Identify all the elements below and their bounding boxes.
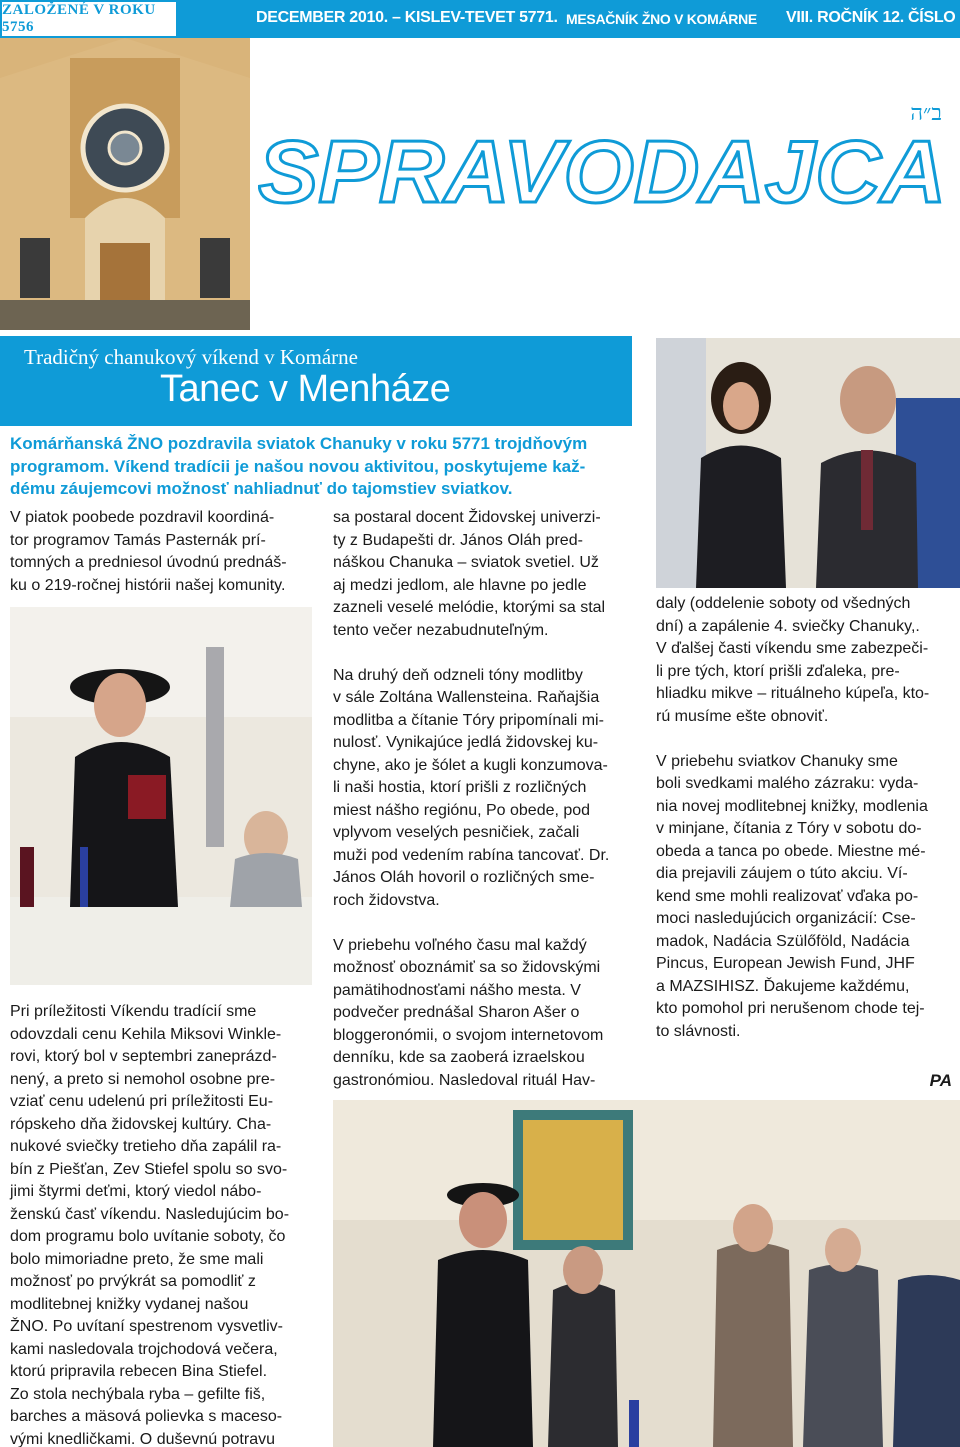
article-lead xyxy=(10,433,650,501)
besiyata-dishmaya: ב״ה xyxy=(910,101,942,126)
lead-line: Komárňanská ŽNO pozdravila sviatok Chanuky v roku 5771 trojdňovým xyxy=(10,434,588,453)
article-title: Tanec v Menháze xyxy=(160,368,451,410)
author-signature: PA xyxy=(929,1071,952,1090)
text-line: bolo mimoriadne preto, že sme mali xyxy=(10,1250,264,1268)
issue-date: DECEMBER 2010. – KISLEV-TEVET 5771. xyxy=(256,9,558,26)
text-line: tomných a predniesol úvodnú prednáš- xyxy=(10,554,287,571)
text-line: Zo stola nechýbala ryba – gefilte fiš, xyxy=(10,1385,266,1403)
text-line: podvečer prednášal Sharon Ašer o xyxy=(333,1004,580,1021)
text-line: Na druhý deň odzneli tóny modlitby xyxy=(333,666,583,684)
speakers-photo xyxy=(656,338,960,588)
text-line: dom programu bolo uvítanie soboty, čo xyxy=(10,1228,286,1245)
text-line: vziať cenu udelenú pri príležitosti Eu- xyxy=(10,1093,274,1110)
text-line: pamätihodnosťami nášho mesta. V xyxy=(333,981,581,999)
text-line: gastronómiou. Nasledoval rituál Hav- xyxy=(333,1071,596,1089)
text-line: bín z Piešťan, Zev Stiefel spolu so svo- xyxy=(10,1160,288,1178)
text-line: nukové sviečky tretieho dňa zapálil ra- xyxy=(10,1138,282,1155)
text-line: možnosť po prvýkrát sa pomodliť z xyxy=(10,1273,256,1290)
column-3 xyxy=(656,593,958,1043)
text-line: V ďalšej časti víkendu sme zabezpeči- xyxy=(656,640,929,657)
text-line: miest nášho regiónu, Po obede, pod xyxy=(333,801,591,819)
issue-number: VIII. ROČNÍK 12. ČÍSLO xyxy=(786,9,956,26)
lead-line: programom. Víkend tradícii je našou novou aktivitou, poskytujeme kaž- xyxy=(10,456,586,476)
text-line: kto pomohol pri nerušenom chode tej- xyxy=(656,1000,925,1017)
text-line: nia novej modlitebnej knižky, modlenia xyxy=(656,797,928,815)
rabbi-candle-photo xyxy=(10,607,312,985)
text-line: náškou Chanuka – sviatok svetiel. Už xyxy=(333,554,599,571)
text-line: V priebehu voľného času mal každý xyxy=(333,936,587,954)
text-line: rópskeho dňa židovskej kultúry. Cha- xyxy=(10,1115,272,1133)
synagogue-photo xyxy=(0,38,250,330)
text-line: muži pod vedením rabína tancovať. Dr. xyxy=(333,846,610,864)
text-line: vými knedličkami. O duševnú potravu xyxy=(10,1430,275,1447)
text-line: ktorú pripravila rebecen Bina Stiefel. xyxy=(10,1363,268,1380)
text-line: ŽNO. Po uvítaní spestrenom vysvetliv- xyxy=(10,1318,283,1335)
column-1-top xyxy=(10,507,315,597)
text-line: to slávnosti. xyxy=(656,1022,741,1040)
text-line: ženskú časť víkendu. Nasledujúcim bo- xyxy=(10,1205,290,1223)
text-line: V piatok poobede pozdravil koordiná- xyxy=(10,509,275,526)
text-line: hliadku mikve – rituálneho kúpeľa, kto- xyxy=(656,685,930,702)
text-line: boli svedkami malého zázraku: vyda- xyxy=(656,775,919,792)
masthead-title: SPRAVODAJCA xyxy=(258,126,946,212)
text-line: jimi štyrmi deťmi, ktorý viedol nábo- xyxy=(10,1183,262,1200)
text-line: bloggeronómii, o svojom internetovom xyxy=(333,1026,604,1044)
text-line: madok, Nadácia Szülőföld, Nadácia xyxy=(656,932,910,950)
text-line: zazneli veselé melódie, ktorými sa stal xyxy=(333,599,606,616)
text-line: v sále Zoltána Wallensteina. Raňajšia xyxy=(333,689,600,706)
text-line: Pri príležitosti Víkendu tradícií sme xyxy=(10,1003,257,1020)
article-kicker: Tradičný chanukový víkend v Komárne xyxy=(24,345,358,369)
text-line: a MAZSIHISZ. Ďakujeme každému, xyxy=(656,977,910,995)
text-line: obeda a tanca po obede. Miestne mé- xyxy=(656,842,926,860)
text-line: János Oláh hovoril o rozličných sme- xyxy=(333,869,595,886)
text-line xyxy=(333,642,638,665)
text-line: li naši hostia, ktorí prišli z rozličných xyxy=(333,779,587,796)
text-line: tor programov Tamás Pasternák prí- xyxy=(10,531,266,549)
group-photo xyxy=(333,1100,960,1447)
text-line: odovzdali cenu Kehila Miksovi Winkle- xyxy=(10,1025,282,1043)
text-line: li pre tých, ktorí prišli zďaleka, pre- xyxy=(656,662,900,680)
text-line xyxy=(333,912,638,935)
text-line: vplyvom veselých pesničiek, začali xyxy=(333,824,580,841)
text-line: barches a mäsová polievka s maceso- xyxy=(10,1408,283,1425)
text-line: moci nasledujúcich organizácií: Cse- xyxy=(656,910,916,927)
text-line: chyne, ako je šólet a kugli konzumova- xyxy=(333,756,608,774)
text-line: v minjane, čítania z Tóry v sobotu do- xyxy=(656,820,922,837)
text-line: roch židovstva. xyxy=(333,891,440,909)
text-line xyxy=(656,728,958,751)
text-line: rovi, ktorý bol v septembri zaneprázd- xyxy=(10,1048,277,1065)
text-line: nený, a preto si nemohol osobne pre- xyxy=(10,1070,276,1088)
publication-type: MESAČNÍK ŽNO V KOMÁRNE xyxy=(566,11,757,27)
text-line: V priebehu sviatkov Chanuky sme xyxy=(656,752,898,770)
text-line: Pincus, European Jewish Fund, JHF xyxy=(656,955,915,972)
text-line: ku o 219-ročnej histórii našej komunity. xyxy=(10,576,286,594)
text-line: dní) a zapálenie 4. sviečky Chanuky,. xyxy=(656,617,920,635)
masthead-logo xyxy=(258,126,948,212)
text-line: denníku, kde sa zaoberá izraelskou xyxy=(333,1049,585,1066)
text-line: aj medzi jedlom, ale hlavne po jedle xyxy=(333,576,587,594)
text-line: sa postaral docent Židovskej univerzi- xyxy=(333,509,601,526)
text-line: kend sme mohli realizovať vďaka po- xyxy=(656,887,919,905)
text-line: kami nasledovala trojchodová večera, xyxy=(10,1340,278,1358)
established-label: ZALOŽENÉ V ROKU 5756 xyxy=(0,0,178,38)
lead-line: dému záujemcovi možnosť nahliadnuť do tajomstiev sviatkov. xyxy=(10,479,513,498)
text-line: modlitba a čítanie Tóry pripomínali mi- xyxy=(333,711,604,729)
text-line: dia prejavili záujem o túto akciu. Ví- xyxy=(656,865,908,882)
text-line: nulosť. Vynikajúce jedlá židovskej ku- xyxy=(333,734,599,751)
column-2 xyxy=(333,507,638,1092)
text-line: tento večer nezabudnuteľným. xyxy=(333,621,549,639)
text-line: modlitebnej knižky vydanej našou xyxy=(10,1295,249,1313)
text-line: možnosť oboznámiť sa so židovskými xyxy=(333,959,601,976)
text-line: daly (oddelenie soboty od všedných xyxy=(656,595,911,612)
column-1-bottom xyxy=(10,1001,315,1447)
text-line: rú musíme ešte obnoviť. xyxy=(656,707,829,725)
text-line: ty z Budapešti dr. János Oláh pred- xyxy=(333,531,583,549)
